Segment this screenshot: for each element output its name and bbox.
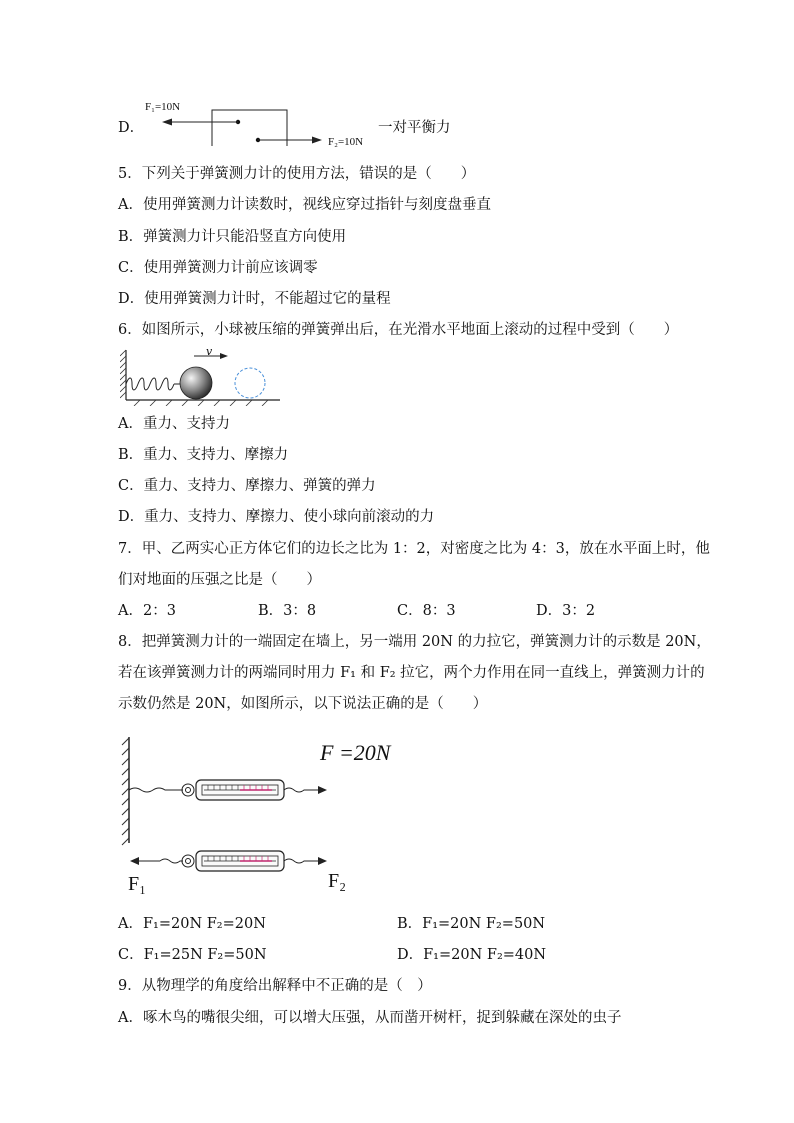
q7-option-b: B．3：8 — [258, 603, 317, 619]
q6-spring-ball-figure — [120, 346, 285, 406]
q4-option-d-label: D． — [118, 120, 145, 136]
q5-option-b: B．弹簧测力计只能沿竖直方向使用 — [118, 229, 347, 245]
q4-f1-label: F₁=10N — [145, 101, 181, 113]
q4-balance-note: 一对平衡力 — [378, 120, 451, 136]
q7-option-a: A．2：3 — [118, 603, 176, 619]
spring — [126, 378, 174, 390]
q6-velocity-label: v — [206, 345, 213, 358]
q8-fig-f1-label: F₁ — [128, 873, 147, 895]
q7-stem-line1: 7．甲、乙两实心正方体它们的边长之比为 1：2，对密度之比为 4：3，放在水平面上时，他 — [118, 541, 710, 557]
q8-fig-f2-label: F₂ — [328, 870, 347, 892]
q9-option-a: A．啄木鸟的嘴很尖细，可以增大压强，从而凿开树杆，捉到躲藏在深处的虫子 — [118, 1010, 622, 1026]
q8-option-a: A．F₁=20N F₂=20N — [118, 916, 266, 932]
q8-stem-line1: 8．把弹簧测力计的一端固定在墙上，另一端用 20N 的力拉它，弹簧测力计的示数是 20N， — [118, 634, 711, 650]
q7-option-d: D．3：2 — [536, 603, 596, 619]
q6-option-d: D．重力、支持力、摩擦力、使小球向前滚动的力 — [118, 509, 435, 525]
q8-option-b: B．F₁=20N F₂=50N — [397, 916, 546, 932]
q8-option-c: C．F₁=25N F₂=50N — [118, 947, 267, 963]
q7-option-c: C．8：3 — [397, 603, 456, 619]
q6-option-c: C．重力、支持力、摩擦力、弹簧的弹力 — [118, 478, 376, 494]
q8-spring-scale-figure — [120, 733, 350, 893]
q8-stem-line2: 若在该弹簧测力计的两端同时用力 F₁ 和 F₂ 拉它，两个力作用在同一直线上，弹簧测力计的 — [118, 665, 705, 681]
q5-option-c: C．使用弹簧测力计前应该调零 — [118, 260, 318, 276]
q8-option-d: D．F₁=20N F₂=40N — [397, 947, 547, 963]
ball — [180, 367, 212, 399]
q4-f2-label: F₂=10N — [328, 136, 364, 148]
q6-option-a: A．重力、支持力 — [118, 416, 230, 432]
q5-option-a: A．使用弹簧测力计读数时，视线应穿过指针与刻度盘垂直 — [118, 197, 491, 213]
q9-stem: 9．从物理学的角度给出解释中不正确的是（ ） — [118, 978, 432, 994]
ball-future-position — [235, 368, 265, 398]
q8-fig-force-label: F =20N — [320, 740, 391, 765]
q7-stem-line2: 们对地面的压强之比是（ ） — [118, 572, 321, 588]
q5-stem: 5．下列关于弹簧测力计的使用方法，错误的是（ ） — [118, 166, 476, 182]
q8-stem-line3: 示数仍然是 20N，如图所示，以下说法正确的是（ ） — [118, 696, 488, 712]
q6-option-b: B．重力、支持力、摩擦力 — [118, 447, 289, 463]
q6-stem: 6．如图所示，小球被压缩的弹簧弹出后，在光滑水平地面上滚动的过程中受到（ ） — [118, 322, 679, 338]
block — [212, 110, 287, 146]
q5-option-d: D．使用弹簧测力计时，不能超过它的量程 — [118, 291, 391, 307]
